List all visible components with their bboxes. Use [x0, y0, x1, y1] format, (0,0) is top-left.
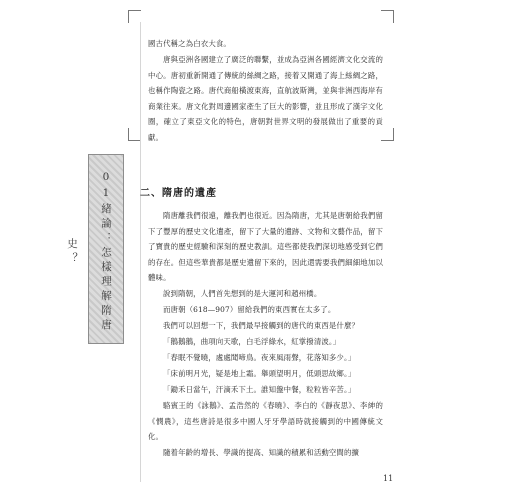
body-line-2: 而唐朝（618—907）留給我們的東西實在太多了。: [163, 305, 336, 314]
page-number: 11: [383, 474, 394, 483]
chapter-side-tab: [66, 154, 124, 344]
continuation-line: 國古代稱之為白衣大食。: [148, 39, 231, 48]
chapter-side-tab-text: 01緒論：怎樣理解隋唐史？: [66, 170, 112, 334]
margin-rule: [140, 22, 141, 482]
body-paragraph-3: 隨着年齡的增長、學識的提高、知識的積累和活動空間的擴: [163, 448, 360, 457]
body-paragraph-2: 駱賓王的《詠鵝》、孟浩然的《春曉》、李白的《靜夜思》、李紳的《憫農》，這些唐詩是很多中國人牙牙學語時就接觸到的中國傳統文化。: [148, 401, 383, 442]
poem-line-1: 「鵝鵝鵝，曲項向天歌，白毛浮綠水，紅掌撥清波。」: [163, 337, 341, 346]
body-paragraph-1: 隋唐離我們很遠，離我們也很近。因為隋唐，尤其是唐朝給我們留下了豐厚的歷史文化遺產，留下了大量的遺跡、文物和文藝作品，留下了寶貴的歷史經驗和深刻的歷史教訓。這些都使我們深切地感受到它們的存在。但這些華貴都是歷史遺留下來的，因此還需要我們細細地加以體味。: [148, 211, 383, 283]
poem-line-2: 「春眠不覺曉，處處聞啼鳥。夜來風雨聲，花落知多少。」: [163, 353, 356, 362]
poem-line-3: 「床前明月光，疑是地上霜。舉頭望明月，低頭思故鄉。」: [163, 369, 356, 378]
section-heading: 二、隋唐的遺產: [140, 188, 217, 199]
poem-line-4: 「鋤禾日當午，汗滴禾下土。誰知盤中餐，粒粒皆辛苦。」: [163, 385, 356, 394]
body-line-3: 我們可以回想一下，我們最早接觸到的唐代的東西是什麼？: [163, 321, 360, 330]
top-paragraph: 唐與亞洲各國建立了廣泛的聯繫，並成為亞洲各國經濟文化交流的中心。唐初重新開通了傳統的絲綢之路，接着又開通了海上絲綢之路，也稱作陶瓷之路。唐代商船橫渡東海，直航波斯灣，並與非洲西海岸有商業往來。唐文化對周邊國家產生了巨大的影響，並且形成了漢字文化圈，確立了東亞文化的特色，唐朝對世界文明的發展做出了重要的貢獻。: [148, 55, 383, 142]
crop-mark-top-right: [381, 10, 394, 23]
body-line-1: 說到隋朝，人們首先想到的是大運河和趙州橋。: [163, 289, 322, 298]
